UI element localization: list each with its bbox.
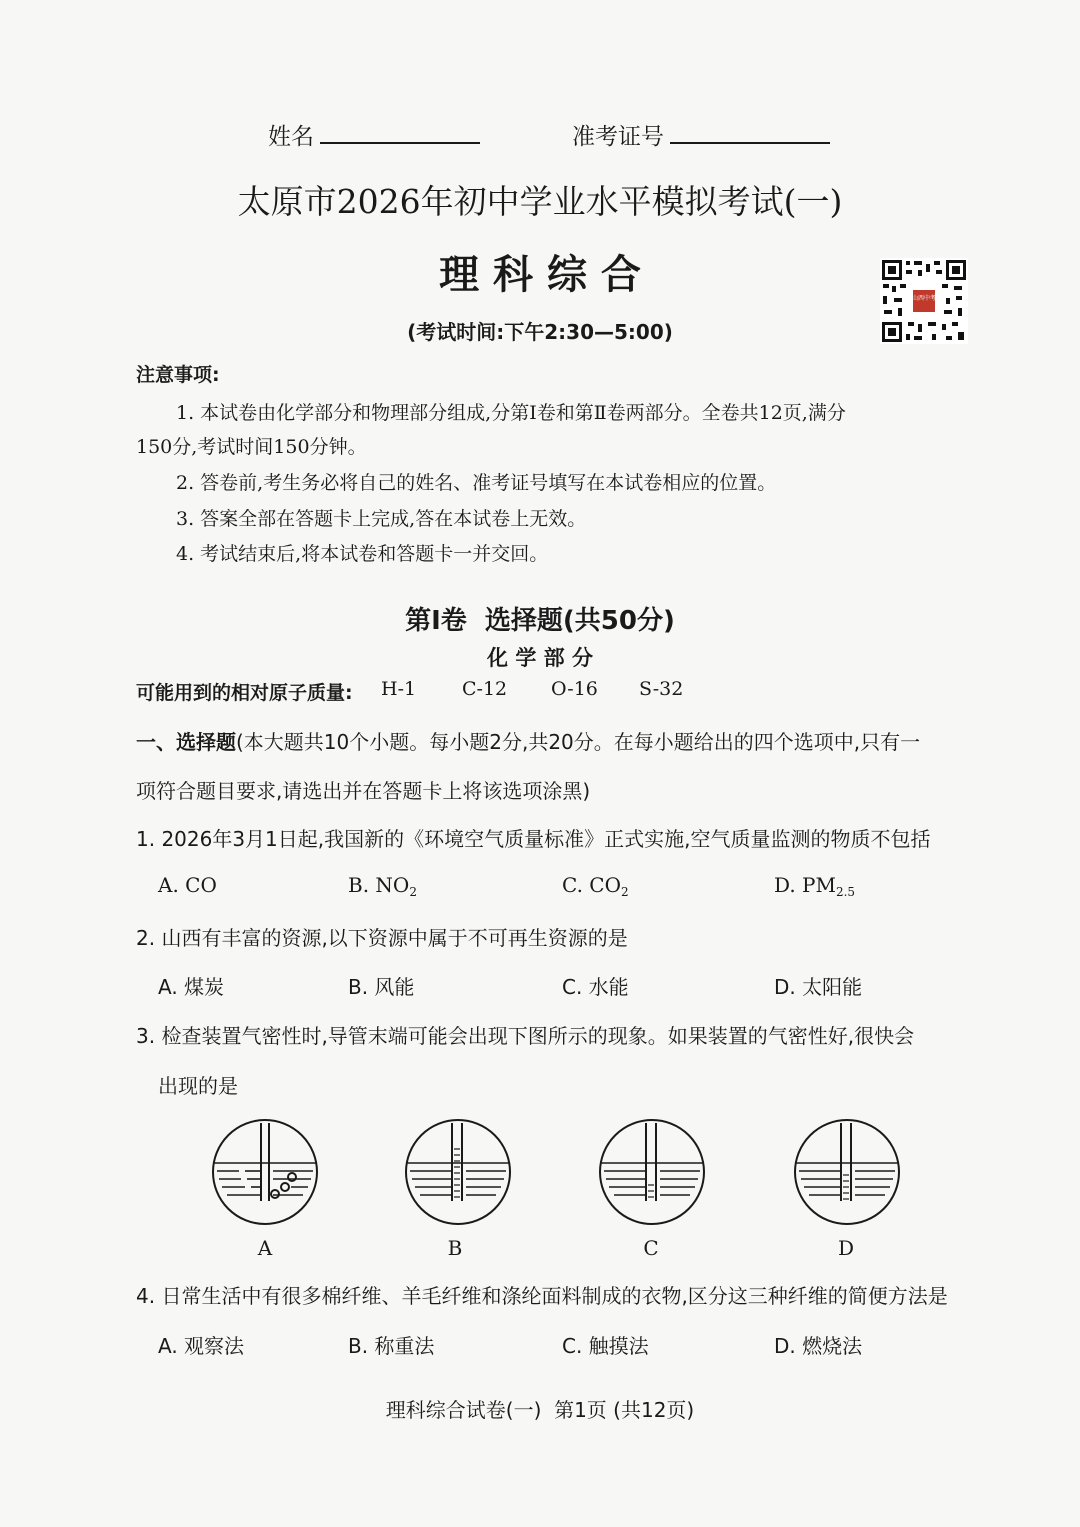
question-3-stem-cont: 出现的是 [158, 1074, 238, 1098]
qr-code [880, 258, 968, 344]
q4-option-c: C. 触摸法 [562, 1334, 649, 1358]
notice-heading: 注意事项: [136, 364, 220, 386]
question-1-stem: 1. 2026年3月1日起,我国新的《环境空气质量标准》正式实施,空气质量监测的物质不包括 [136, 827, 931, 851]
instructions-line1 [136, 726, 920, 755]
q4-option-a: A. 观察法 [158, 1334, 245, 1358]
qr-badge-text: 山西中考 [911, 295, 937, 302]
instructions-text: (本大题共10个小题。每小题2分,共20分。在每小题给出的四个选项中,只有一 [236, 730, 921, 754]
q2-option-a: A. 煤炭 [158, 975, 225, 999]
atomic-mass-o: O-16 [551, 678, 598, 700]
figure-label-b: B [447, 1236, 463, 1260]
name-label: 姓名 [268, 124, 314, 150]
question-4-stem: 4. 日常生活中有很多棉纤维、羊毛纤维和涤纶面料制成的衣物,区分这三种纤维的简便方法是 [136, 1284, 948, 1308]
q2-option-c: C. 水能 [562, 975, 629, 999]
part-title: 化 学 部 分 [487, 646, 593, 670]
figure-d [795, 1120, 899, 1224]
exam-time: (考试时间:下午2:30—5:00) [407, 320, 673, 344]
page-footer: 理科综合试卷(一) 第1页 (共12页) [385, 1398, 695, 1422]
figure-label-c: C [643, 1236, 659, 1260]
question-3-stem: 3. 检查装置气密性时,导管末端可能会出现下图所示的现象。如果装置的气密性好,很快会 [136, 1024, 915, 1048]
atomic-mass-h: H-1 [381, 678, 417, 700]
notice-item: 4. 考试结束后,将本试卷和答题卡一并交回。 [176, 543, 549, 565]
atomic-mass-c: C-12 [462, 678, 508, 700]
question-2-stem: 2. 山西有丰富的资源,以下资源中属于不可再生资源的是 [136, 926, 628, 950]
q4-option-d: D. 燃烧法 [774, 1334, 863, 1358]
notice-item: 1. 本试卷由化学部分和物理部分组成,分第Ⅰ卷和第Ⅱ卷两部分。全卷共12页,满分 [176, 402, 846, 424]
notice-item: 3. 答案全部在答题卡上完成,答在本试卷上无效。 [176, 508, 587, 530]
instructions-line2: 项符合题目要求,请选出并在答题卡上将该选项涂黑) [136, 779, 591, 803]
atomic-mass-line [136, 678, 353, 705]
notice-item: 2. 答卷前,考生务必将自己的姓名、准考证号填写在本试卷相应的位置。 [176, 472, 777, 494]
figure-c [600, 1120, 704, 1224]
q2-option-b: B. 风能 [348, 975, 415, 999]
q1-option-d: D. $PM_{2.5}$ [774, 873, 856, 899]
atomic-mass-label: 可能用到的相对原子质量: [136, 682, 353, 704]
atomic-mass-s: S-32 [639, 678, 684, 700]
figure-label-a: A [257, 1236, 273, 1260]
question-3-figures [200, 1115, 900, 1230]
section-title: 第Ⅰ卷 选择题(共50分) [405, 606, 675, 636]
q2-option-d: D. 太阳能 [774, 975, 863, 999]
name-blank [320, 120, 480, 144]
id-blank [670, 120, 830, 144]
instructions-heading: 一、选择题 [136, 730, 236, 754]
q4-option-b: B. 称重法 [348, 1334, 435, 1358]
name-field [268, 118, 480, 151]
id-label: 准考证号 [572, 124, 664, 150]
q1-option-b: B. $NO_2$ [348, 873, 417, 899]
exam-title: 太原市2026年初中学业水平模拟考试(一) [237, 182, 843, 221]
subject-title: 理 科 综 合 [439, 252, 641, 298]
figure-label-d: D [837, 1236, 855, 1260]
q1-option-a: A. CO [158, 873, 217, 897]
figure-a [213, 1120, 317, 1224]
figure-b [406, 1120, 510, 1224]
notice-item: 150分,考试时间150分钟。 [136, 436, 367, 458]
id-field [572, 118, 830, 151]
q1-option-c: C. $CO_2$ [562, 873, 629, 899]
